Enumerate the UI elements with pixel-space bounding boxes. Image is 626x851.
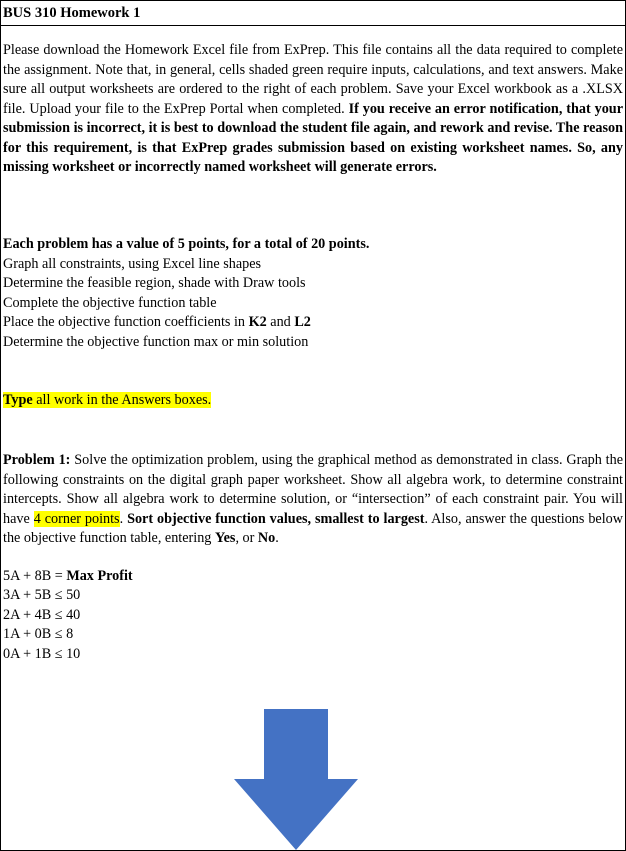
corner-points-highlight: 4 corner points	[33, 510, 120, 527]
step-4	[3, 313, 311, 333]
constraint-1: 3A + 5B ≤ 50	[3, 587, 81, 603]
problem-text-4: , or	[235, 530, 258, 546]
step-5: Determine the objective function max or min solution	[3, 334, 309, 350]
type-note	[3, 391, 211, 411]
problem-1-paragraph	[3, 451, 623, 549]
doc-title: BUS 310 Homework 1	[3, 5, 141, 21]
objective-expression: 5A + 8B =	[3, 568, 67, 584]
cell-l2: L2	[294, 314, 311, 330]
intro-text: Please download the Homework Excel file from ExPrep. This file contains all the data required to complete the assignment. Note that, in general, cells shaded green require inputs, calculations, and text answers. Make sure all output worksheets are ordered to the right of each problem. Save your Excel workbook as a .XLSX file. Upload your file to the ExPrep Portal when completed.	[3, 42, 623, 117]
intro-paragraph	[3, 41, 623, 178]
problem-text-5: .	[275, 530, 279, 546]
cell-k2: K2	[248, 314, 267, 330]
constraint-3: 1A + 0B ≤ 8	[3, 626, 74, 642]
objective-function	[3, 567, 133, 587]
points-heading: Each problem has a value of 5 points, for a total of 20 points.	[3, 236, 370, 252]
sort-instruction: Sort objective function values, smallest to largest	[127, 510, 425, 527]
type-note-bold: Type	[3, 392, 33, 408]
constraint-4: 0A + 1B ≤ 10	[3, 646, 81, 662]
step-2: Determine the feasible region, shade with Draw tools	[3, 275, 306, 291]
answer-yes: Yes	[214, 530, 236, 546]
step-4-and: and	[266, 314, 295, 330]
type-note-text: all work in the Answers boxes.	[32, 392, 212, 408]
intro-warning: If you receive an error notification, that your submission is incorrect, it is best to download the student file again, and rework and revise. The reason for this requirement, is that ExPrep grades submission based on existing worksheet names. So, any missing worksheet or incorrectly named worksheet will generate errors.	[3, 100, 623, 175]
problem-text-3: . Also, answer the questions below the objective function table, entering	[3, 510, 624, 546]
down-arrow-icon	[234, 709, 358, 850]
down-arrow-shape	[234, 709, 358, 850]
constraint-2: 2A + 4B ≤ 40	[3, 607, 81, 623]
answer-no: No	[257, 530, 276, 546]
problem-text-1: Solve the optimization problem, using the graphical method as demonstrated in class. Graph the following constraints on the digital graph paper worksheet. Show all algebra work, to determine constraint intercepts. Show all algebra work to determine solution, or “intersection” of each constraint pair. You will have	[3, 452, 623, 527]
problem-text-2: .	[119, 510, 128, 527]
objective-goal: Max Profit	[66, 568, 133, 584]
step-4-text: Place the objective function coefficients in	[3, 314, 249, 330]
step-1: Graph all constraints, using Excel line shapes	[3, 256, 262, 272]
problem-label: Problem 1:	[3, 452, 71, 468]
step-3: Complete the objective function table	[3, 295, 217, 311]
title-divider	[1, 25, 625, 26]
